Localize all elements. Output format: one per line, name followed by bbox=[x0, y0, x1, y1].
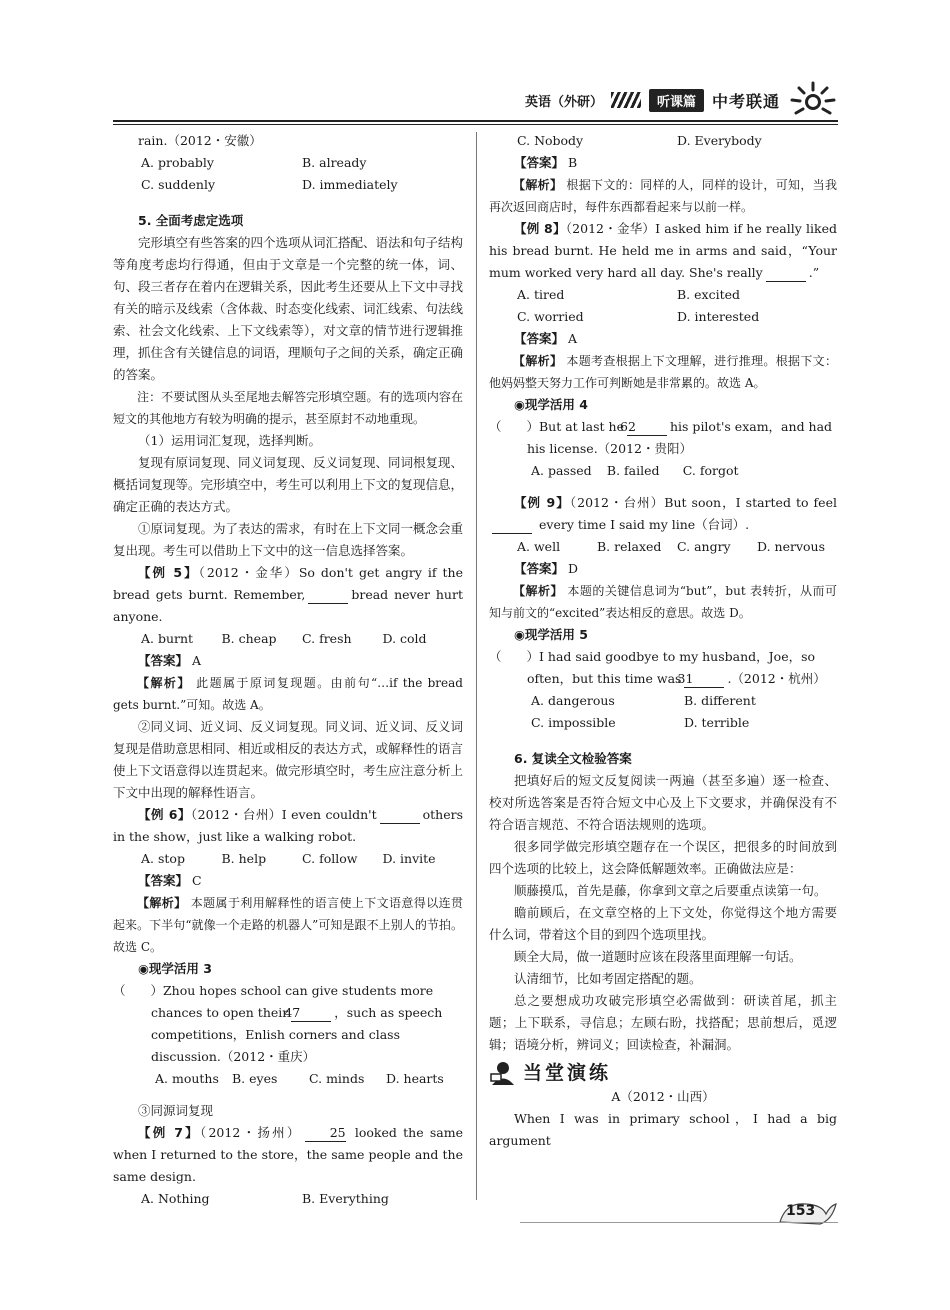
example-8: 【例 8】（2012・金华）I asked him if he really liked his bread burnt. He held me in arms and said，“Your mum worked very hard all day. She's really .” bbox=[489, 221, 837, 280]
section-5-paragraph-1: 完形填空有些答案的四个选项从词汇搭配、语法和句子结构等角度考虑均行得通，但由于文章是一个完整的统一体，词、句、段三者存在着内在逻辑关系，因此考生还要从上下文中寻找有关的暗示及线索（含体裁、时态变化线索、词汇线索、句法线索、社会文化线索、上下文线索等），对文章的情节进行逻辑推理，抓住含有关键信息的词语，理顺句子之间的关系，确定正确的答案。 bbox=[113, 235, 464, 382]
blank bbox=[308, 587, 348, 604]
example-6-explanation: 【解析】 本题属于利用解释性的语言使上下文语意得以连贯起来。下半句“就像一个走路的机器人”可知是跟不上别人的节拍。故选 C。 bbox=[113, 896, 463, 954]
option-d: D. immediately bbox=[302, 177, 398, 192]
section-6-paragraph-2: 很多同学做完形填空题存在一个误区，把很多的时间放到四个选项的比较上，这会降低解题效率。正确做法应是： bbox=[489, 839, 837, 876]
option-b: B. already bbox=[302, 155, 367, 170]
header-rule-thin bbox=[113, 124, 838, 125]
blank bbox=[492, 517, 532, 534]
options-prev-question-2 bbox=[113, 174, 463, 196]
section-6-paragraph-4: 瞻前顾后，在文章空格的上下文处，你觉得这个地方需要什么词，带着这个目的到四个选项里找。 bbox=[489, 905, 837, 942]
passage-title: A（2012・山西） bbox=[611, 1089, 715, 1104]
blank: 62 bbox=[627, 419, 667, 436]
passage-paragraph-1: When I was in primary school，I had a big argument bbox=[489, 1111, 837, 1148]
option-a: A. probably bbox=[141, 155, 214, 170]
right-column bbox=[489, 130, 837, 1152]
subject-label: 英语（外研） bbox=[524, 94, 603, 110]
header-rule bbox=[113, 120, 838, 122]
footer-rule bbox=[520, 1222, 838, 1223]
apply-5-question: （ ）I had said goodbye to my husband，Joe，so often，but this time was31 .（2012・杭州） bbox=[489, 649, 826, 686]
example-8-answer: 【答案】 A bbox=[514, 331, 578, 346]
apply-5-options-1: A. dangerous B. different bbox=[531, 693, 756, 708]
page-footer bbox=[776, 1198, 838, 1228]
example-9-options: A. well B. relaxed C. angry D. nervous bbox=[517, 539, 825, 554]
question-tail: rain.（2012・安徽） bbox=[138, 133, 262, 148]
example-5: 【例 5】（2012・金华）So don't get angry if the bread gets burnt. Remember, bread never hurt anyone. bbox=[113, 565, 463, 624]
apply-4-options: A. passed B. failed C. forgot bbox=[531, 463, 739, 478]
example-8-options-2: C. worried D. interested bbox=[517, 309, 760, 324]
blank: 47 bbox=[291, 1005, 331, 1022]
apply-3-title: ◉现学活用 3 bbox=[138, 961, 212, 976]
example-6-answer: 【答案】 C bbox=[138, 873, 202, 888]
section-6-paragraph-1: 把填好后的短文反复阅读一两遍（甚至多遍）逐一检查、校对所选答案是否符合短文中心及上下文要求，并确保没有不符合语言规范、不符合语法规则的选项。 bbox=[489, 773, 837, 832]
section-5-sub-1: （1）运用词汇复现，选择判断。 bbox=[138, 433, 321, 448]
section-5-title: 5. 全面考虑定选项 bbox=[138, 213, 244, 228]
apply-3-options: A. mouths B. eyes C. minds D. hearts bbox=[155, 1071, 444, 1086]
column-divider bbox=[476, 132, 477, 1200]
apply-3-question: （ ）Zhou hopes school can give students more chances to open their47 ，such as speech competitions，Enlish corners and class discussion.（2012・重庆） bbox=[113, 983, 443, 1064]
apply-5-options-2: C. impossible D. terrible bbox=[531, 715, 750, 730]
example-9-explanation: 【解析】 本题的关键信息词为“but”，but 表转折，从而可知与前文的“excited”表达相反的意思。故选 D。 bbox=[489, 584, 837, 620]
student-icon bbox=[489, 1060, 517, 1086]
section-5-paragraph-2: 复现有原词复现、同义词复现、反义词复现、同词根复现、概括词复现等。完形填空中，考生可以利用上下文的复现信息，确定正确的表达方式。 bbox=[113, 455, 464, 514]
example-5-options: A. burnt B. cheap C. fresh D. cold bbox=[141, 631, 427, 646]
option-c: C. suddenly bbox=[141, 177, 216, 192]
blank bbox=[380, 807, 420, 824]
blank: 25 bbox=[305, 1125, 346, 1142]
section-6-paragraph-3: 顺藤摸瓜，首先是藤，你拿到文章之后要重点读第一句。 bbox=[514, 883, 827, 898]
example-8-explanation: 【解析】 本题考查根据上下文理解，进行推理。根据下文：他妈妈整天努力工作可判断她是非常累的。故选 A。 bbox=[489, 354, 837, 390]
example-5-answer: 【答案】 A bbox=[138, 653, 202, 668]
apply-4-question: （ ）But at last he62 his pilot's exam，and had his license.（2012・贵阳） bbox=[489, 419, 833, 456]
example-9-answer: 【答案】 D bbox=[514, 561, 579, 576]
example-9: 【例 9】（2012・台州）But soon，I started to feel every time I said my line（台词）. bbox=[489, 492, 837, 536]
example-7-answer: 【答案】 B bbox=[514, 155, 578, 170]
page-number: 153 bbox=[786, 1203, 816, 1219]
section-5-paragraph-3: ①原词复现。为了表达的需求，有时在上下文同一概念会重复出现。考生可以借助上下文中的这一信息选择答案。 bbox=[113, 521, 464, 558]
apply-5-title: ◉现学活用 5 bbox=[514, 627, 588, 642]
example-8-options-1: A. tired B. excited bbox=[517, 287, 741, 302]
practice-heading bbox=[489, 1060, 837, 1086]
series-title: 中考联通 bbox=[711, 91, 780, 111]
blank: 31 bbox=[684, 671, 724, 688]
section-6-paragraph-6: 认清细节，比如考固定搭配的题。 bbox=[514, 971, 702, 986]
section-5-sub-3: ③同源词复现 bbox=[138, 1103, 214, 1118]
section-6-title: 6. 复读全文检验答案 bbox=[514, 751, 632, 766]
example-7: 【例 7】（2012・扬州） 25 looked the same when I returned to the store，the same people and the same design. bbox=[113, 1125, 463, 1184]
example-5-explanation: 【解析】 此题属于原词复现题。由前句“…if the bread gets burnt.”可知。故选 A。 bbox=[113, 676, 463, 712]
blank bbox=[766, 265, 806, 282]
practice-title: 当堂演练 bbox=[523, 1062, 612, 1084]
example-6-options: A. stop B. help C. follow D. invite bbox=[141, 851, 436, 866]
stripes-decoration bbox=[611, 92, 641, 108]
section-badge: 听课篇 bbox=[649, 89, 704, 112]
example-6: 【例 6】（2012・台州）I even couldn't others in the show，just like a walking robot. bbox=[113, 807, 463, 844]
example-7-options-cont: C. Nobody D. Everybody bbox=[517, 133, 762, 148]
example-7-options: A. Nothing B. Everything bbox=[141, 1191, 389, 1206]
options-prev-question bbox=[113, 152, 463, 174]
section-6-paragraph-5: 顾全大局，做一道题时应该在段落里面理解一句话。 bbox=[514, 949, 802, 964]
section-5-note: 注：不要试图从头至尾地去解答完形填空题。有的选项内容在短文的其他地方有较为明确的提示，甚至原封不动地重现。 bbox=[113, 390, 463, 426]
example-7-explanation: 【解析】 根据下文的：同样的人，同样的设计，可知，当我再次返回商店时，每件东西都看起来与以前一样。 bbox=[489, 178, 837, 214]
left-column bbox=[113, 130, 463, 1210]
page-header bbox=[525, 84, 838, 116]
section-5-paragraph-4: ②同义词、近义词、反义词复现。同义词、近义词、反义词复现是借助意思相同、相近或相反的表达方式，或解释性的语言使上下文语意得以连贯起来。做完形填空时，考生应注意分析上下文中出现的解释性语言。 bbox=[113, 719, 464, 800]
sun-logo-icon bbox=[788, 80, 838, 120]
apply-4-title: ◉现学活用 4 bbox=[514, 397, 588, 412]
section-6-paragraph-7: 总之要想成功攻破完形填空必需做到：研读首尾，抓主题；上下联系，寻信息；左顾右盼，找搭配；思前想后，觅逻辑；语境分析，辨词义；回读检查，补漏洞。 bbox=[489, 993, 837, 1052]
